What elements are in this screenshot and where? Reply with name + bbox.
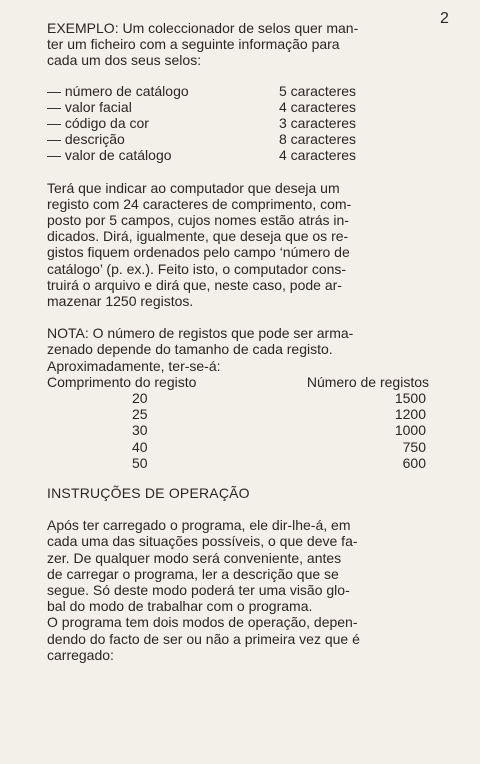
table-row: [47, 455, 429, 471]
text-line: Terá que indicar ao computador que deseja um: [47, 179, 340, 196]
column-header-records: Número de registos: [306, 373, 429, 390]
text-line: segue. Só deste modo poderá ter uma visão glo-: [47, 582, 350, 599]
field-row: [47, 99, 429, 115]
field-row: [47, 131, 429, 147]
table-row: [47, 390, 429, 406]
page-number: 2: [440, 10, 449, 27]
text-line: Após ter carregado o programa, ele dir-lhe-á, em: [47, 517, 351, 534]
text-line: EXEMPLO: Um coleccionador de selos quer man-: [47, 20, 359, 36]
text-line: cada uma das situações possíveis, o que deve fa-: [47, 533, 358, 550]
record-length: 20: [132, 390, 148, 407]
record-length: 50: [132, 454, 148, 471]
instructions-paragraph: [47, 517, 429, 663]
example-paragraph: [47, 20, 429, 69]
field-size: 8 caracteres: [279, 131, 357, 148]
field-row: [47, 147, 429, 163]
records-table: [47, 374, 429, 471]
table-header: [47, 374, 429, 390]
text-line: posto por 5 campos, cujos nomes estão atrás in-: [47, 212, 349, 229]
table-row: [47, 406, 429, 422]
field-size: 3 caracteres: [279, 115, 357, 132]
field-size: 5 caracteres: [279, 82, 357, 99]
note-paragraph: [47, 325, 429, 374]
text-line: truirá o arquivo e dirá que, neste caso, pode ar-: [47, 276, 342, 293]
text-line: carregado:: [47, 646, 114, 663]
record-length: 40: [132, 438, 148, 455]
text-line: zer. De qualquer modo será conveniente, antes: [47, 549, 342, 566]
text-line: cada um dos seus selos:: [47, 52, 202, 69]
field-row: [47, 83, 429, 99]
table-row: [47, 439, 429, 455]
text-line: registo com 24 caracteres de comprimento, com-: [47, 195, 352, 212]
record-length: 25: [132, 406, 148, 423]
field-name: — descrição: [47, 131, 125, 148]
field-name: — valor de catálogo: [47, 147, 172, 164]
text-line: NOTA: O número de registos que pode ser arma-: [47, 325, 354, 342]
text-line: dicados. Dirá, igualmente, que deseja que os re-: [47, 228, 349, 245]
record-count: 750: [402, 438, 426, 455]
record-length: 30: [132, 422, 148, 439]
field-name: — número de catálogo: [47, 82, 189, 99]
explanation-paragraph: [47, 180, 429, 310]
record-count: 1000: [394, 422, 426, 439]
document-body: [47, 20, 429, 663]
record-count: 1500: [394, 390, 426, 407]
field-size: 4 caracteres: [279, 147, 357, 164]
field-name: — código da cor: [47, 115, 149, 132]
field-list: [47, 83, 429, 164]
text-line: zenado depende do tamanho de cada registo.: [47, 341, 333, 358]
field-name: — valor facial: [47, 98, 132, 115]
field-size: 4 caracteres: [279, 98, 357, 115]
record-count: 1200: [394, 406, 426, 423]
text-line: bal do modo de trabalhar com o programa.: [47, 598, 313, 615]
table-row: [47, 422, 429, 438]
column-header-length: Comprimento do registo: [47, 373, 197, 390]
record-count: 600: [402, 454, 426, 471]
text-line: dendo do facto de ser ou não a primeira vez que é: [47, 630, 360, 647]
text-line: gistos fiquem ordenados pelo campo ‘número de: [47, 244, 350, 261]
section-heading: INSTRUÇÕES DE OPERAÇÃO: [47, 485, 250, 501]
text-line: de carregar o programa, ler a descrição que se: [47, 565, 339, 582]
text-line: ter um ficheiro com a seguinte informação para: [47, 36, 340, 53]
text-line: O programa tem dois modos de operação, depen-: [47, 614, 358, 631]
text-line: catálogo’ (p. ex.). Feito isto, o computador cons-: [47, 260, 347, 277]
text-line: Aproximadamente, ter-se-á:: [47, 357, 221, 374]
text-line: mazenar 1250 registos.: [47, 293, 194, 310]
field-row: [47, 115, 429, 131]
